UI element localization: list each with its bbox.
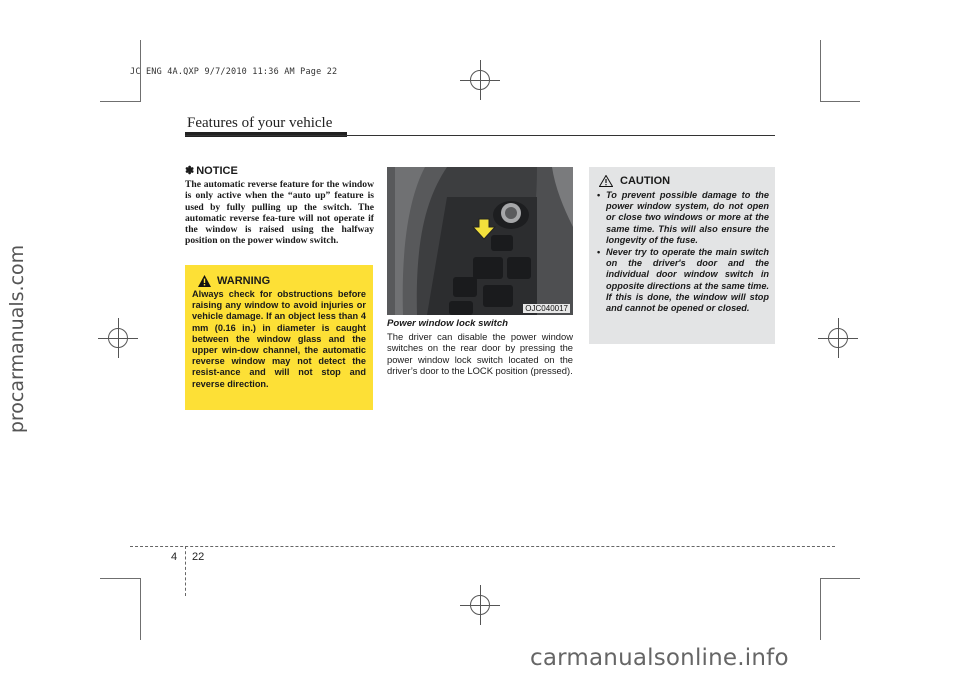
caution-box — [589, 167, 775, 344]
crop-mark — [820, 40, 821, 102]
bottom-watermark[interactable]: carmanualsonline.info — [530, 645, 789, 671]
chapter-number: 4 — [171, 551, 178, 563]
registration-mark — [460, 585, 500, 625]
footer-separator — [185, 546, 186, 596]
section-header-title: Features of your vehicle — [187, 115, 333, 131]
print-slug: JC ENG 4A.QXP 9/7/2010 11:36 AM Page 22 — [130, 67, 338, 77]
notice-section — [185, 164, 374, 247]
caution-title: CAUTION — [620, 175, 671, 187]
caution-header — [599, 175, 769, 187]
lock-switch-section — [387, 318, 573, 376]
door-switch-photo — [387, 167, 573, 315]
crop-mark — [140, 578, 141, 640]
caution-triangle-icon — [599, 175, 613, 187]
crop-mark — [100, 578, 141, 579]
lock-switch-body: The driver can disable the power window switches on the rear door by pressing the power window lock switch located on the driver’s door to the LOCK position (pressed). — [387, 331, 573, 376]
notice-body: The automatic reverse feature for the window is only active when the “auto up” feature is used by fully pulling up the switch. The automatic reverse fea-ture will not operate if the window is raised using the halfway position on the power window switch. — [185, 179, 374, 247]
page-number: 22 — [192, 551, 205, 563]
side-watermark-text: procarmanuals.com — [6, 244, 28, 434]
photo-code: OJC040017 — [525, 304, 568, 313]
crop-mark — [100, 101, 141, 102]
caution-list — [597, 190, 769, 314]
notice-title-text: NOTICE — [196, 165, 238, 177]
registration-mark — [98, 318, 138, 358]
warning-header — [192, 275, 366, 287]
caution-item: • Never try to operate the main switch on the driver's door and the individual door window switch in opposite directions at the same time. If this is done, the window will stop and cannot be opened or closed. — [597, 247, 769, 314]
notice-title — [185, 164, 374, 177]
notice-star-icon: ✽ — [185, 165, 195, 177]
lock-switch-title: Power window lock switch — [387, 318, 509, 329]
warning-body: Always check for obstructions before raising any window to avoid injuries or vehicle damage. If an object less than 4 mm (0.16 in.) in diameter is caught between the window glass and the upper win-dow channel, the automatic reverse window may not detect the resist-ance and will not stop and reverse direction. — [192, 289, 366, 389]
warning-triangle-icon — [198, 275, 211, 287]
header-rule — [185, 135, 775, 136]
side-watermark[interactable] — [3, 0, 31, 678]
crop-mark — [820, 578, 821, 640]
warning-title: WARNING — [217, 275, 271, 287]
door-panel-illustration — [387, 167, 573, 315]
caution-item: • To prevent possible damage to the power window system, do not open or close two windows or more at the same time. This will also ensure the longevity of the fuse. — [597, 190, 769, 246]
crop-mark — [820, 101, 860, 102]
registration-mark — [818, 318, 858, 358]
footer-rule — [130, 546, 835, 547]
warning-box — [185, 265, 373, 410]
crop-mark — [820, 578, 860, 579]
registration-mark — [460, 60, 500, 100]
